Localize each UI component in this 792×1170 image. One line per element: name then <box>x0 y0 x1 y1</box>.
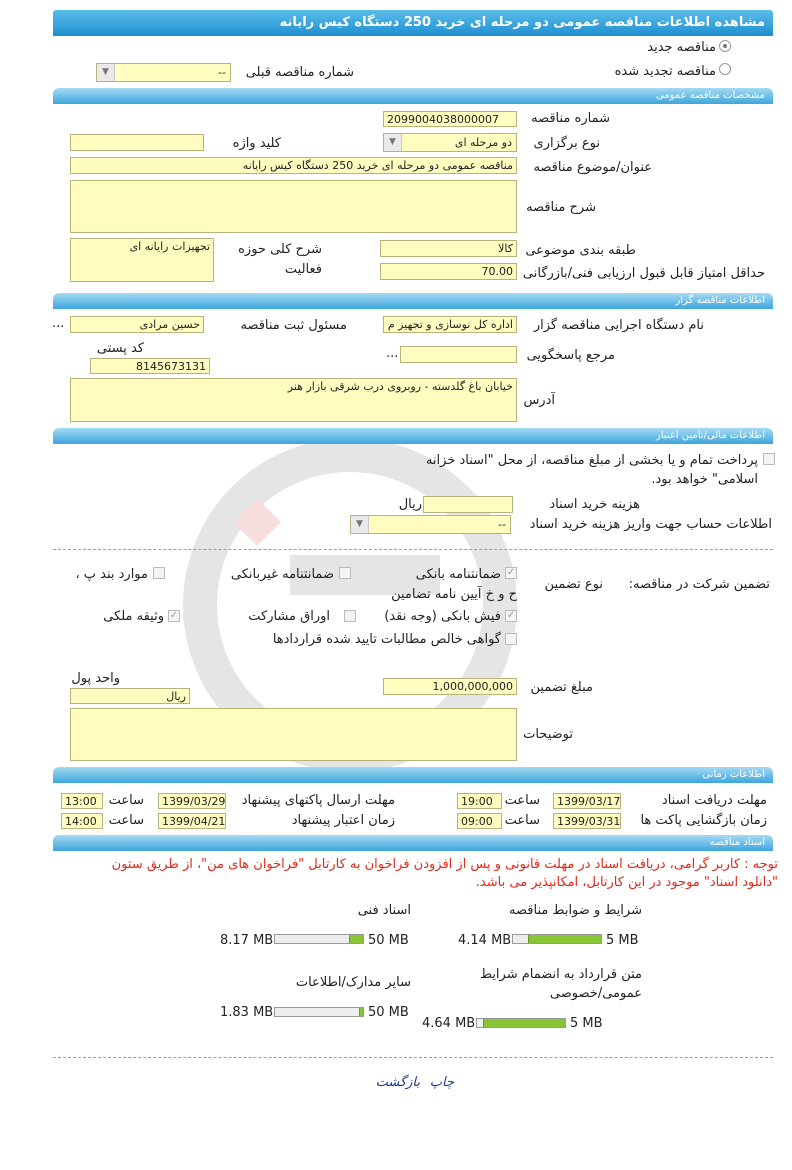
account-select[interactable] <box>350 515 511 534</box>
file-other-max: 50 MB <box>368 1005 409 1020</box>
nonbank-guarantee-label: ضمانتنامه غیربانکی <box>230 567 334 582</box>
amount-field: 1,000,000,000 <box>383 678 517 695</box>
file-conditions-label: شرایط و ضوابط مناقصه <box>509 903 642 918</box>
send-date: 1399/03/29 <box>158 793 226 809</box>
type-value: دو مرحله ای <box>454 136 512 149</box>
bank-guarantee-checkbox[interactable]: ✓ <box>506 567 516 578</box>
chevron-down-icon: ▼ <box>351 516 369 533</box>
subject-label: عنوان/موضوع مناقصه <box>533 160 652 175</box>
reference-field <box>400 346 517 363</box>
registrar-more-button[interactable]: ... <box>52 316 65 331</box>
divider <box>53 1057 773 1058</box>
open-time: 09:00 <box>457 813 502 829</box>
min-score-label: حداقل امتیاز قابل قبول ارزیابی فنی/بازرگانی <box>522 266 765 281</box>
org-field: اداره کل نوسازی و تجهیز م <box>383 316 517 333</box>
file-technical-progress <box>274 934 364 944</box>
bonds-checkbox[interactable] <box>344 610 356 622</box>
prev-tender-label: شماره مناقصه قبلی <box>245 65 354 80</box>
open-date: 1399/03/31 <box>553 813 621 829</box>
file-conditions-progress <box>512 934 602 944</box>
certificate-checkbox[interactable] <box>505 633 517 645</box>
radio-renewed-tender[interactable] <box>719 63 731 75</box>
section-organizer: اطلاعات مناقصه گزار <box>53 293 773 309</box>
doc-cost-unit: ریال <box>398 497 422 512</box>
reference-more-button[interactable]: ... <box>386 346 399 361</box>
subject-field: مناقصه عمومی دو مرحله ای خرید 250 دستگاه کیس رایانه <box>70 157 517 174</box>
tender-number-label: شماره مناقصه <box>531 111 610 126</box>
notes-label: توضیحات <box>523 727 573 742</box>
category-field: کالا <box>380 240 517 257</box>
category-label: طبقه بندی موضوعی <box>525 243 636 258</box>
account-value: -- <box>498 518 506 531</box>
print-link[interactable]: چاپ <box>429 1075 454 1090</box>
page-title: مشاهده اطلاعات مناقصه عمومی دو مرحله ای خرید 250 دستگاه کیس رایانه <box>53 10 773 36</box>
tender-number-field: 2099004038000007 <box>383 111 517 127</box>
open-time-label: ساعت <box>504 813 540 828</box>
file-other-size: 1.83 MB <box>220 1005 274 1020</box>
send-time-label: ساعت <box>108 793 144 808</box>
address-field: خیابان باغ گلدسته - روبروی درب شرقی بازار هنر <box>70 378 517 422</box>
file-conditions-size: 4.14 MB <box>458 933 512 948</box>
doc-cost-label: هزینه خرید اسناد <box>549 497 640 512</box>
address-label: آدرس <box>523 393 555 408</box>
postal-label: کد پستی <box>96 341 144 356</box>
currency-field: ریال <box>70 688 190 704</box>
open-label: زمان بازگشایی پاکت ها <box>640 813 767 828</box>
documents-notice: توجه : کاربر گرامی، دریافت اسناد در مهلت قانونی و پس از افزودن فراخوان به کارتابل "فراخوان های من"، از طریق ستون "دانلود اسناد" موجود در این کارتابل، امکانپذیر می باشد. <box>111 857 778 890</box>
validity-label: زمان اعتبار پیشنهاد <box>291 813 395 828</box>
file-contract-size: 4.64 MB <box>422 1016 476 1031</box>
receive-date: 1399/03/17 <box>553 793 621 809</box>
guarantee-type-label: نوع تضمین <box>544 577 603 592</box>
file-technical-size: 8.17 MB <box>220 933 274 948</box>
amount-label: مبلغ تضمین <box>530 680 593 695</box>
receive-time-label: ساعت <box>504 793 540 808</box>
certificate-label: گواهی خالص مطالبات تایید شده قراردادها <box>272 632 501 647</box>
guarantee-label: تضمین شرکت در مناقصه: <box>628 577 770 592</box>
description-label: شرح مناقصه <box>526 200 596 215</box>
send-time: 13:00 <box>61 793 103 809</box>
org-label: نام دستگاه اجرایی مناقصه گزار <box>533 318 704 333</box>
file-other-label: سایر مدارک/اطلاعات <box>295 975 411 990</box>
doc-cost-field <box>423 496 513 513</box>
file-technical-max: 50 MB <box>368 933 409 948</box>
divider <box>53 549 773 550</box>
nonbank-guarantee-checkbox[interactable] <box>339 567 351 579</box>
file-technical-label: اسناد فنی <box>357 903 411 918</box>
registrar-field: حسین مرادی <box>70 316 204 333</box>
section-financial: اطلاعات مالی/تامین اعتبار <box>53 428 773 444</box>
postal-field: 8145673131 <box>90 358 210 374</box>
items-checkbox[interactable] <box>153 567 165 579</box>
bank-guarantee-label-2: ح و خ آیین نامه تضامین <box>391 587 517 602</box>
min-score-field: 70.00 <box>380 263 517 280</box>
validity-time: 14:00 <box>61 813 103 829</box>
property-label: وثیقه ملکی <box>103 609 164 624</box>
validity-time-label: ساعت <box>108 813 144 828</box>
bank-guarantee-label: ضمانتنامه بانکی <box>415 567 501 582</box>
chevron-down-icon: ▼ <box>384 134 402 151</box>
section-documents: اسناد مناقصه <box>53 835 773 851</box>
prev-tender-select[interactable] <box>96 63 231 82</box>
activity-label: شرح کلی حوزه فعالیت <box>238 242 322 277</box>
account-label: اطلاعات حساب جهت واریز هزینه خرید اسناد <box>529 517 772 532</box>
treasury-text: پرداخت تمام و یا بخشی از مبلغ مناقصه، از محل "اسناد خزانه اسلامی" خواهد بود. <box>425 453 758 487</box>
send-label: مهلت ارسال پاکتهای پیشنهاد <box>241 793 395 808</box>
section-general: مشخصات مناقصه عمومی <box>53 88 773 104</box>
notes-field <box>70 708 517 761</box>
radio-new-tender-label: مناقصه جدید <box>647 40 716 55</box>
validity-date: 1399/04/21 <box>158 813 226 829</box>
radio-new-tender[interactable] <box>719 40 731 52</box>
chevron-down-icon: ▼ <box>97 64 115 81</box>
items-label: موارد بند پ ، <box>75 567 148 582</box>
file-contract-progress <box>476 1018 566 1028</box>
bonds-label: اوراق مشارکت <box>248 609 330 624</box>
prev-tender-value: -- <box>218 66 226 79</box>
type-select[interactable] <box>383 133 517 152</box>
cash-label: فیش بانکی (وجه نقد) <box>384 609 501 624</box>
cash-checkbox[interactable]: ✓ <box>506 610 516 621</box>
file-other-progress <box>274 1007 364 1017</box>
property-checkbox[interactable]: ✓ <box>169 610 179 621</box>
receive-label: مهلت دریافت اسناد <box>661 793 767 808</box>
currency-label: واحد پول <box>71 671 120 686</box>
treasury-checkbox[interactable] <box>763 453 775 465</box>
file-conditions-max: 5 MB <box>606 933 639 948</box>
file-contract-max: 5 MB <box>570 1016 603 1031</box>
type-label: نوع برگزاری <box>533 136 600 151</box>
back-link[interactable]: بازگشت <box>375 1075 420 1090</box>
file-contract-label: متن قرارداد به انضمام شرایط عمومی/خصوصی <box>479 967 642 1001</box>
registrar-label: مسئول ثبت مناقصه <box>240 318 347 333</box>
reference-label: مرجع پاسخگویی <box>526 348 615 363</box>
section-timing: اطلاعات زمانی <box>53 767 773 783</box>
activity-field: تجهیزات رایانه ای <box>70 238 214 282</box>
keyword-field <box>70 134 204 151</box>
receive-time: 19:00 <box>457 793 502 809</box>
radio-renewed-tender-label: مناقصه تجدید شده <box>614 64 716 79</box>
keyword-label: کلید واژه <box>232 136 281 151</box>
description-field <box>70 180 517 233</box>
